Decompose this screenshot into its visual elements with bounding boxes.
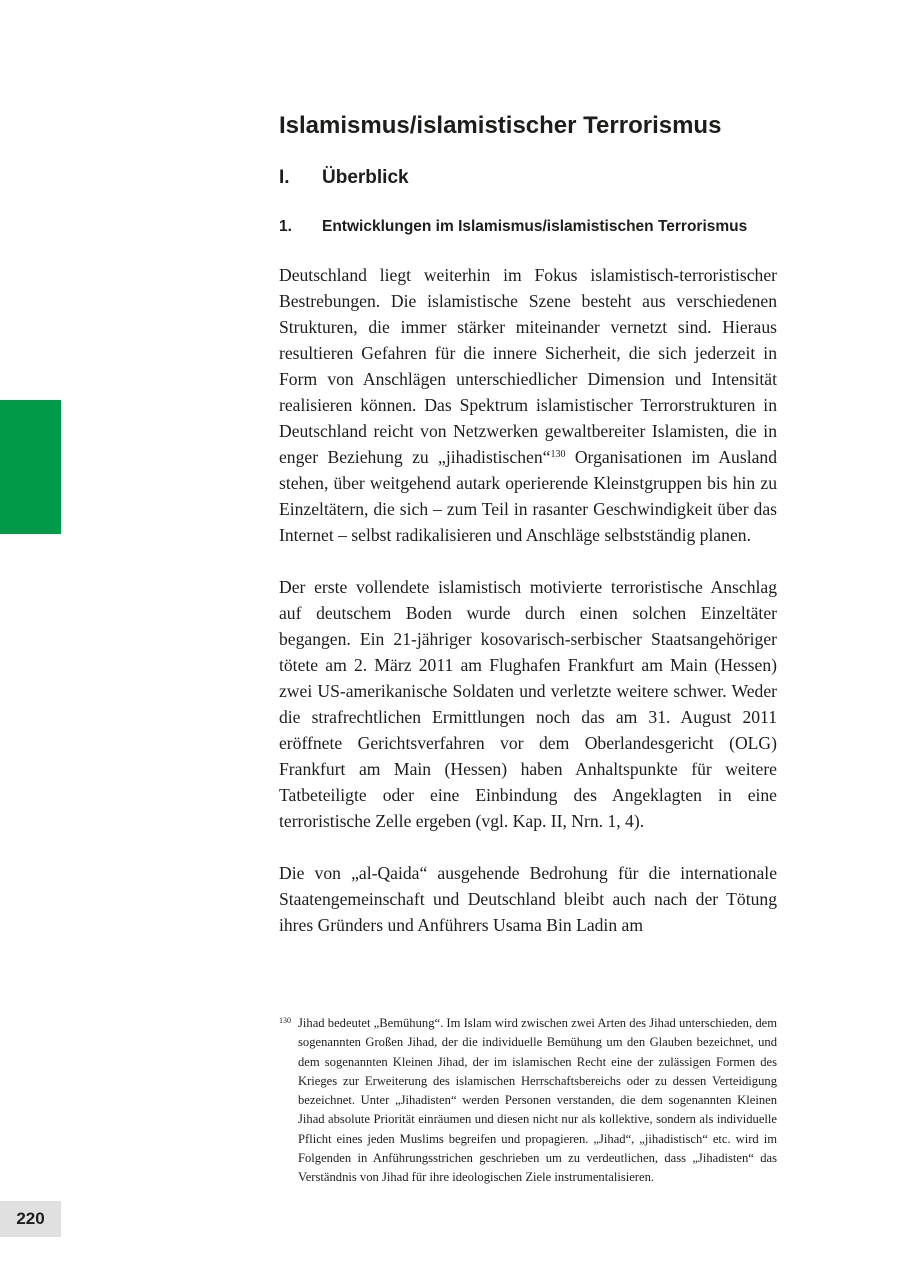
footnote-text: Jihad bedeutet „Bemühung“. Im Islam wird zwischen zwei Arten des Jihad unterschieden, dem sogenannten Großen Jihad, der die individuelle Bemühung um den Glauben bezeichnet, und dem sogenannten Kleinen Jihad, der im islamischen Recht eine der zulässigen Formen des Krieges zur Erweiterung des islamischen Herrschaftsbereichs oder zu dessen Verteidigung bezeichnet. Unter „Jihadisten“ werden Personen verstanden, die dem sogenannten Kleinen Jihad absolute Priorität einräumen und diesen nicht nur als kollektive, sondern als individuelle Pflicht eines jeden Muslims begreifen und propagieren. „Jihad“, „jihadistisch“ etc. wird im Folgenden in Anführungsstrichen geschrieben um zu verdeutlichen, dass „Jihadisten“ das Verständnis von Jihad für ihre ideologischen Ziele instrumentalisieren. xyxy=(298,1016,777,1185)
paragraph-1-part-a: Deutschland liegt weiterhin im Fokus islamistisch-terroristischer Bestrebungen. Die islamistische Szene besteht aus verschiedenen Strukturen, die immer stärker miteinander vernetzt sind. Hieraus resultieren Gefahren für die innere Sicherheit, die sich jederzeit in Form von Anschlägen unterschiedlicher Dimension und Intensität realisieren können. Das Spektrum islamistischer Terrorstrukturen in Deutschland reicht von Netzwerken gewaltbereiter Islamisten, die in enger Beziehung zu „jihadistischen“ xyxy=(279,265,777,468)
paragraph-3: Die von „al-Qaida“ ausgehende Bedrohung für die internationale Staatengemeinschaft und Deutschland bleibt auch nach der Tötung ihres Gründers und Anführers Usama Bin Ladin am xyxy=(279,863,777,936)
page-number: 220 xyxy=(0,1201,61,1237)
subsection-number: 1. xyxy=(279,217,292,235)
subsection-title: Entwicklungen im Islamismus/islamistischen Terrorismus xyxy=(322,217,748,235)
footnote-number: 130 xyxy=(279,1016,291,1025)
paragraph-1 xyxy=(279,262,777,548)
section-heading xyxy=(279,167,777,190)
subsection-heading xyxy=(279,218,777,237)
section-title: Überblick xyxy=(322,166,409,188)
paragraph-1-part-b: Organisationen im Ausland stehen, über weitgehend autark operierende Kleinstgruppen bis hin zu Einzeltätern, die sich – zum Teil in rasanter Geschwindigkeit über das Internet – selbst radikalisieren und Anschläge selbstständig planen. xyxy=(279,447,777,546)
paragraph-2: Der erste vollendete islamistisch motivierte terroristische Anschlag auf deutschem Boden wurde durch einen solchen Einzeltäter begangen. Ein 21-jähriger kosovarisch-serbischer Staatsangehöriger tötete am 2. März 2011 am Flughafen Frankfurt am Main (Hessen) zwei US-amerikanische Soldaten und verletzte weitere schwer. Weder die strafrechtlichen Ermittlungen noch das am 31. August 2011 eröffnete Gerichtsverfahren vor dem Oberlandesgericht (OLG) Frankfurt am Main (Hessen) haben Anhaltspunkte für weitere Tatbeteiligte oder eine Einbindung des Angeklagten in eine terroristische Zelle ergeben (vgl. Kap. II, Nrn. 1, 4). xyxy=(279,577,777,832)
footnote xyxy=(279,1014,777,1188)
chapter-color-tab xyxy=(0,400,61,534)
main-content xyxy=(279,112,777,964)
page-title: Islamismus/islamistischer Terrorismus xyxy=(279,112,722,139)
section-number: I. xyxy=(279,166,290,188)
footnote-reference[interactable]: 130 xyxy=(550,449,566,461)
